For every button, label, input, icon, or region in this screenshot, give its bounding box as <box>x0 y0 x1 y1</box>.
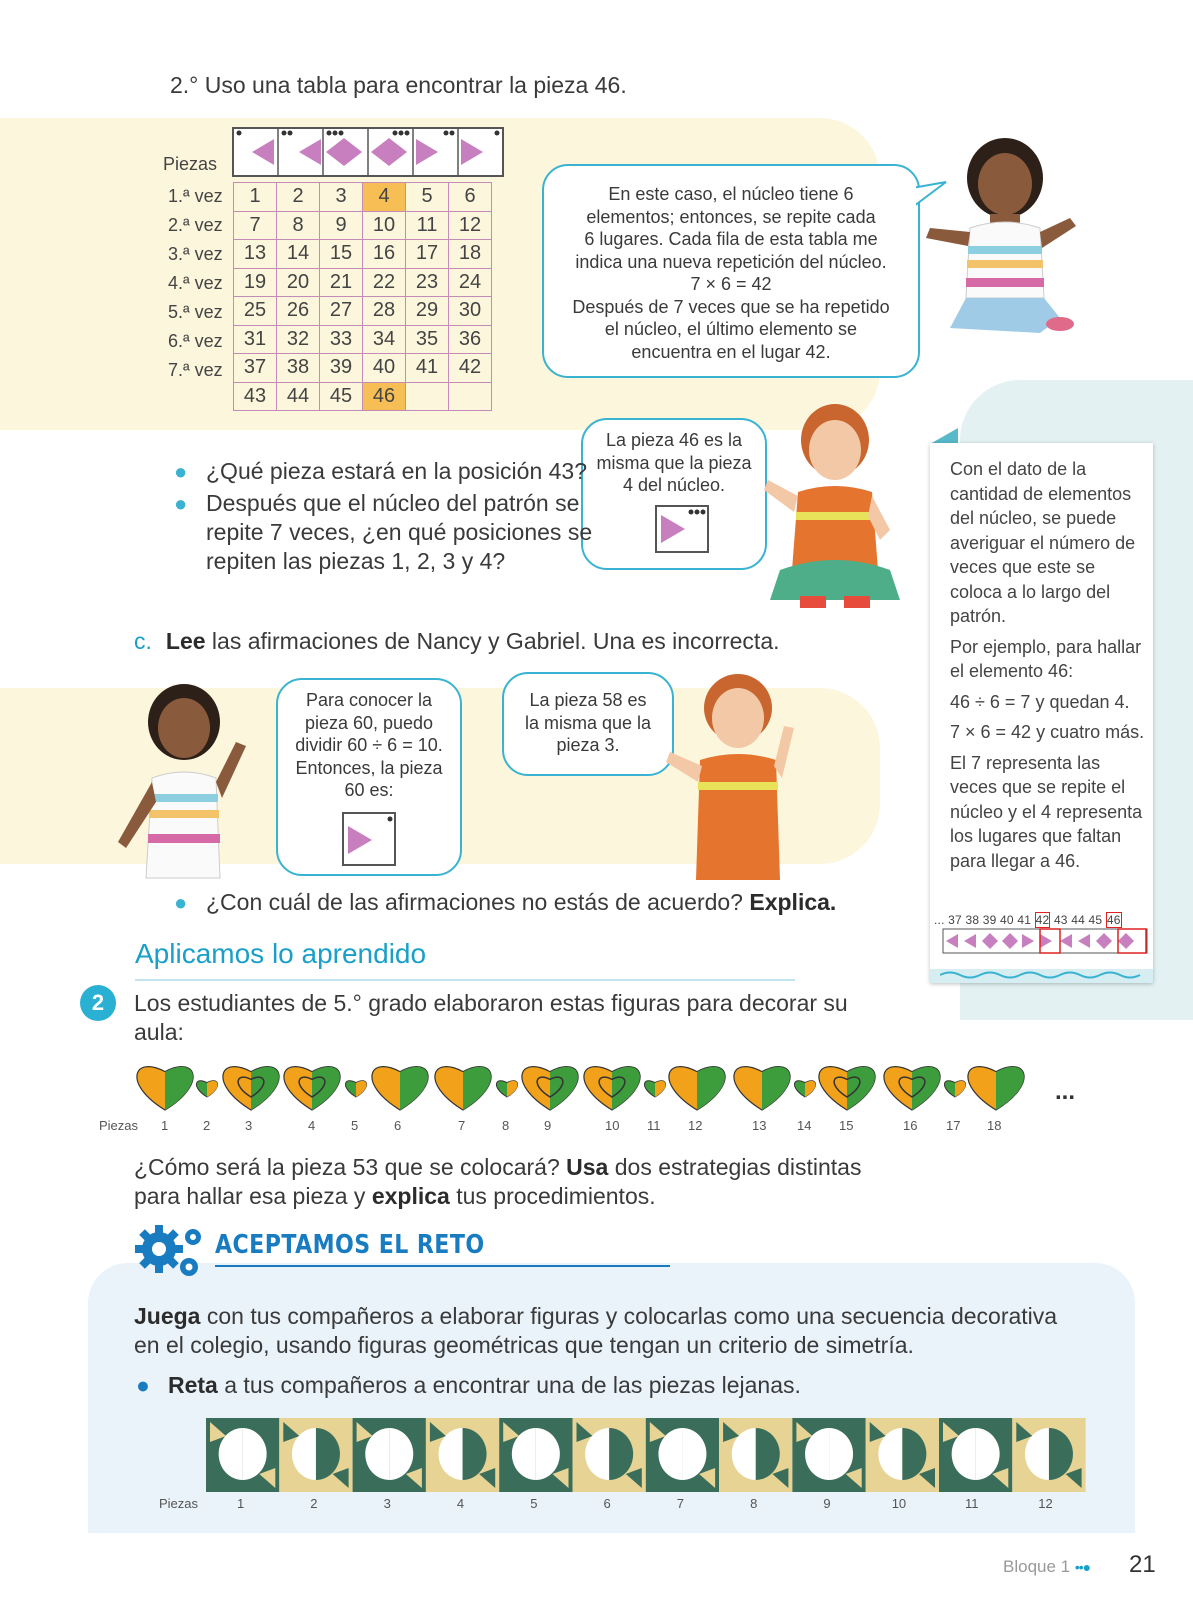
tiles-sequence <box>206 1418 1086 1492</box>
piece-number: 14 <box>797 1118 812 1133</box>
row-label: 7.ª vez <box>168 360 223 380</box>
heart-piece <box>284 1067 340 1110</box>
table-cell: 40 <box>363 354 406 383</box>
piece-number: 12 <box>688 1118 703 1133</box>
position-table <box>233 182 492 411</box>
gabriel-illustration-sitting <box>760 400 910 630</box>
question-text: tus procedimientos. <box>449 1183 656 1209</box>
piece-number: 10 <box>605 1118 620 1133</box>
heart-piece <box>372 1067 428 1110</box>
table-row <box>234 240 492 269</box>
table-row <box>234 268 492 297</box>
bubble-line: Para conocer la <box>305 690 433 710</box>
question-agreement <box>174 888 837 917</box>
question-text: repiten las piezas 1, 2, 3 y 4? <box>206 548 506 574</box>
note-paragraph: Por ejemplo, para hallar el elemento 46: <box>950 636 1142 681</box>
bubble-line: encuentra en el lugar 42. <box>631 341 831 362</box>
question-line <box>134 1182 861 1211</box>
bullet-icon: ● <box>174 491 188 516</box>
table-row <box>234 325 492 354</box>
bubble-line: 6 lugares. Cada fila de esta tabla me <box>584 229 878 249</box>
table-cell: 6 <box>449 183 492 212</box>
tile-piece <box>939 1418 1012 1492</box>
table-cell: 34 <box>363 325 406 354</box>
table-row <box>234 211 492 240</box>
question-positions <box>174 489 593 576</box>
note-wave-decoration <box>940 970 1148 980</box>
tiles-pieces-label: Piezas <box>159 1496 199 1511</box>
table-cell: 22 <box>363 268 406 297</box>
piece-number: 5 <box>351 1118 359 1133</box>
tile-piece <box>426 1418 499 1492</box>
activity-text-line: aula: <box>134 1019 184 1045</box>
reto-text: en el colegio, usando figuras geométricas que tengan un criterio de simetría. <box>134 1332 914 1358</box>
table-cell: 45 <box>320 382 363 411</box>
note-pattern-strip <box>942 928 1148 954</box>
piece-number: 4 <box>308 1118 316 1133</box>
piece-number: 5 <box>530 1496 538 1511</box>
tile-piece <box>1012 1418 1085 1492</box>
table-cell: 33 <box>320 325 363 354</box>
table-row <box>234 354 492 383</box>
note-paragraph: El 7 representa las veces que se repite el núcleo y el 4 representa los lugares que faltan para llegar a 46. <box>950 752 1143 871</box>
question-text: ¿Qué pieza estará en la posición 43? <box>206 458 588 484</box>
piece-4-icon <box>655 505 709 553</box>
tile-piece <box>646 1418 719 1492</box>
table-cell: 36 <box>449 325 492 354</box>
piece-number: 10 <box>891 1496 907 1511</box>
piece-number: 8 <box>502 1118 510 1133</box>
question-text: repite 7 veces, ¿en qué posiciones se <box>206 519 593 545</box>
table-cell: 24 <box>449 268 492 297</box>
tile-piece <box>499 1418 572 1492</box>
piece-number: 7 <box>676 1496 685 1511</box>
question-text: ¿Cómo será la pieza 53 que se colocará? <box>134 1154 567 1180</box>
table-cell: 31 <box>234 325 277 354</box>
piece-number: 3 <box>245 1118 253 1133</box>
table-cell: 32 <box>277 325 320 354</box>
pieces-header-label: Piezas <box>163 154 218 174</box>
nancy-illustration-standing <box>100 682 260 882</box>
row-label: 2.ª vez <box>168 215 223 235</box>
heart-piece <box>819 1067 875 1110</box>
bubble-line: Después de 7 veces que se ha repetido <box>572 296 890 317</box>
table-cell: 9 <box>320 211 363 240</box>
piece-number: 16 <box>903 1118 918 1133</box>
activity-text-line: Los estudiantes de 5.° grado elaboraron estas figuras para decorar su <box>134 990 848 1016</box>
instruction-verb: Lee <box>165 628 206 654</box>
table-cell: 27 <box>320 297 363 326</box>
strip-number: 37 <box>948 913 962 927</box>
table-cell: 25 <box>234 297 277 326</box>
table-cell: 44 <box>277 382 320 411</box>
tile-piece <box>866 1418 939 1492</box>
strip-ellipsis: ... <box>934 913 945 927</box>
table-cell: 17 <box>406 240 449 269</box>
footer-dots-icon: ••● <box>1074 1559 1091 1575</box>
heart-piece <box>944 1081 965 1097</box>
piece-number: 1 <box>237 1496 245 1511</box>
reto-text: a tus compañeros a encontrar una de las piezas lejanas. <box>217 1372 801 1398</box>
table-row <box>234 382 492 411</box>
heart-piece <box>345 1081 366 1097</box>
piece-number: 15 <box>839 1118 854 1133</box>
table-cell: 41 <box>406 354 449 383</box>
reto-text: con tus compañeros a elaborar figuras y colocarlas como una secuencia decorativa <box>200 1303 1058 1329</box>
bubble-line: indica una nueva repetición del núcleo. <box>575 251 887 272</box>
nancy-illustration-sitting <box>920 128 1090 348</box>
piece-number: 3 <box>383 1496 391 1511</box>
hearts-sequence <box>134 1058 1074 1114</box>
tile-piece <box>279 1418 352 1492</box>
bullet-icon: ● <box>174 890 188 915</box>
reto-bold: Juega <box>134 1303 201 1329</box>
heart-piece <box>794 1081 815 1097</box>
piece-number: 18 <box>987 1118 1002 1133</box>
table-cell: 11 <box>406 211 449 240</box>
strip-number: 45 <box>1088 913 1103 927</box>
piece-number: 17 <box>946 1118 961 1133</box>
piece-number: 7 <box>458 1118 466 1133</box>
activity-2-question <box>134 1153 861 1211</box>
heart-piece <box>496 1081 517 1097</box>
piece-number: 2 <box>203 1118 211 1133</box>
strip-number: 41 <box>1017 913 1032 927</box>
heart-piece <box>196 1081 217 1097</box>
piece-number: 11 <box>647 1118 661 1133</box>
piece-number: 6 <box>394 1118 402 1133</box>
table-cell: 23 <box>406 268 449 297</box>
tile-piece <box>792 1418 865 1492</box>
reto-underline <box>215 1265 670 1267</box>
heart-piece <box>435 1067 491 1110</box>
step-title: 2.° Uso una tabla para encontrar la pieza 46. <box>170 72 627 98</box>
bubble-line: 7 × 6 = 42 <box>690 274 772 294</box>
row-label: 5.ª vez <box>168 302 223 322</box>
hearts-ellipsis: ... <box>1055 1078 1076 1105</box>
strip-number: 39 <box>982 913 997 927</box>
table-cell: 2 <box>277 183 320 212</box>
piece-number: 1 <box>161 1118 169 1133</box>
question-text: Después que el núcleo del patrón se <box>206 490 580 516</box>
table-cell: 28 <box>363 297 406 326</box>
heading-underline <box>135 979 795 981</box>
piece-number: 9 <box>823 1496 831 1511</box>
activity-number-badge: 2 <box>80 985 116 1021</box>
table-cell: 30 <box>449 297 492 326</box>
piece-6-icon <box>342 812 396 866</box>
strip-number: 44 <box>1071 913 1085 927</box>
heart-piece <box>584 1067 640 1110</box>
pattern-core-strip <box>232 127 504 177</box>
strip-number: 38 <box>965 913 980 927</box>
part-letter: c. <box>134 628 152 654</box>
row-label: 4.ª vez <box>168 273 223 293</box>
gabriel-speech-bubble-2 <box>502 672 674 776</box>
gears-icon <box>133 1223 213 1281</box>
reto-bullet <box>136 1371 801 1400</box>
piece-number: 9 <box>544 1118 552 1133</box>
tile-piece <box>353 1418 426 1492</box>
bubble-line: pieza 60, puedo <box>304 712 434 733</box>
row-label: 3.ª vez <box>168 244 223 264</box>
activity-2-text <box>134 989 848 1047</box>
row-label: 6.ª vez <box>168 331 223 351</box>
table-cell: 37 <box>234 354 277 383</box>
table-cell: 21 <box>320 268 363 297</box>
table-cell: 7 <box>234 211 277 240</box>
hearts-pieces-label: Piezas <box>99 1118 139 1133</box>
heart-piece <box>137 1067 193 1110</box>
heart-piece <box>968 1067 1024 1110</box>
piece-number: 13 <box>752 1118 767 1133</box>
table-cell: 14 <box>277 240 320 269</box>
table-cell: 35 <box>406 325 449 354</box>
table-cell <box>406 382 449 411</box>
note-strip-numbers <box>934 913 1122 927</box>
heart-piece <box>522 1067 578 1110</box>
bubble-line: misma que la pieza <box>596 452 752 473</box>
tile-piece <box>573 1418 646 1492</box>
table-cell: 5 <box>406 183 449 212</box>
gabriel-illustration-standing <box>660 670 810 880</box>
page-number: 21 <box>1129 1551 1156 1578</box>
bubble-line: La pieza 46 es la <box>605 430 743 450</box>
piece-number: 2 <box>310 1496 318 1511</box>
strip-number: 42 <box>1035 913 1050 927</box>
table-cell: 13 <box>234 240 277 269</box>
bubble-line: En este caso, el núcleo tiene 6 <box>608 184 854 204</box>
piece-number: 11 <box>965 1496 979 1511</box>
table-row <box>234 183 492 212</box>
piece-number: 8 <box>750 1496 758 1511</box>
table-cell <box>449 382 492 411</box>
piece-number: 6 <box>603 1496 611 1511</box>
bubble-line: pieza 3. <box>556 735 620 755</box>
row-labels <box>168 182 223 385</box>
nancy-speech-bubble-1 <box>542 164 920 378</box>
question-text: dos estrategias distintas <box>608 1154 862 1180</box>
table-cell: 38 <box>277 354 320 383</box>
table-cell: 29 <box>406 297 449 326</box>
table-cell: 10 <box>363 211 406 240</box>
table-cell-highlighted: 4 <box>363 183 406 212</box>
bullet-icon: ● <box>174 459 188 484</box>
note-paragraph: 46 ÷ 6 = 7 y quedan 4. <box>950 691 1130 712</box>
note-paragraph: 7 × 6 = 42 y cuatro más. <box>950 722 1145 742</box>
table-cell: 20 <box>277 268 320 297</box>
table-cell: 43 <box>234 382 277 411</box>
footer-bloque-label: Bloque 1 <box>1003 1557 1071 1576</box>
strip-number: 43 <box>1053 913 1068 927</box>
question-line <box>134 1153 861 1182</box>
question-bold: explica <box>371 1183 450 1209</box>
table-cell: 12 <box>449 211 492 240</box>
table-cell: 16 <box>363 240 406 269</box>
reto-paragraph <box>134 1302 1057 1360</box>
tile-piece <box>719 1418 792 1492</box>
question-43 <box>174 457 588 486</box>
reto-title: ACEPTAMOS EL RETO <box>215 1230 485 1260</box>
section-heading-aplicamos: Aplicamos lo aprendido <box>135 938 427 969</box>
table-cell: 39 <box>320 354 363 383</box>
note-corner-fold <box>930 428 960 444</box>
question-text: ¿Con cuál de las afirmaciones no estás de acuerdo? <box>206 889 750 915</box>
tile-piece <box>206 1418 279 1492</box>
sidebar-note-text <box>950 457 1145 879</box>
table-cell: 42 <box>449 354 492 383</box>
heart-piece <box>223 1067 279 1110</box>
table-cell: 18 <box>449 240 492 269</box>
table-row <box>234 297 492 326</box>
table-cell: 26 <box>277 297 320 326</box>
footer-bloque <box>1003 1557 1090 1577</box>
piece-number: 4 <box>456 1496 465 1511</box>
sidebar-note-card <box>930 443 1153 983</box>
bubble-line: 4 del núcleo. <box>622 475 726 495</box>
reto-line <box>134 1302 1057 1331</box>
bubble-line: elementos; entonces, se repite cada <box>586 206 876 227</box>
bubble-line: el núcleo, el último elemento se <box>604 319 858 339</box>
question-text: para hallar esa pieza y <box>134 1183 372 1209</box>
row-label: 1.ª vez <box>168 186 223 206</box>
strip-number: 40 <box>1000 913 1014 927</box>
question-bold: Usa <box>566 1154 609 1180</box>
heart-piece <box>734 1067 790 1110</box>
piece-number: 12 <box>1038 1496 1053 1511</box>
table-cell: 15 <box>320 240 363 269</box>
bubble-line: Entonces, la pieza <box>295 757 443 778</box>
table-cell: 3 <box>320 183 363 212</box>
strip-number: 46 <box>1106 913 1121 927</box>
bubble-line: La pieza 58 es <box>529 690 647 710</box>
heart-piece <box>644 1081 665 1097</box>
instruction-text: las afirmaciones de Nancy y Gabriel. Una es incorrecta. <box>205 628 780 654</box>
reto-bold: Reta <box>168 1372 218 1398</box>
table-cell: 19 <box>234 268 277 297</box>
heart-piece <box>669 1067 725 1110</box>
table-cell: 1 <box>234 183 277 212</box>
bubble-line: dividir 60 ÷ 6 = 10. <box>295 735 443 755</box>
bubble-line: 60 es: <box>344 780 394 800</box>
part-c-instruction <box>134 627 780 656</box>
table-cell-highlighted: 46 <box>363 382 406 411</box>
heart-piece <box>884 1067 940 1110</box>
note-paragraph: Con el dato de la cantidad de elementos del núcleo, se puede averiguar el número de veces que este se coloca a lo largo del patrón. <box>950 459 1136 626</box>
table-cell: 8 <box>277 211 320 240</box>
question-bold: Explica. <box>749 889 837 915</box>
bubble-line: la misma que la <box>524 712 652 733</box>
bullet-icon: ● <box>136 1372 150 1398</box>
